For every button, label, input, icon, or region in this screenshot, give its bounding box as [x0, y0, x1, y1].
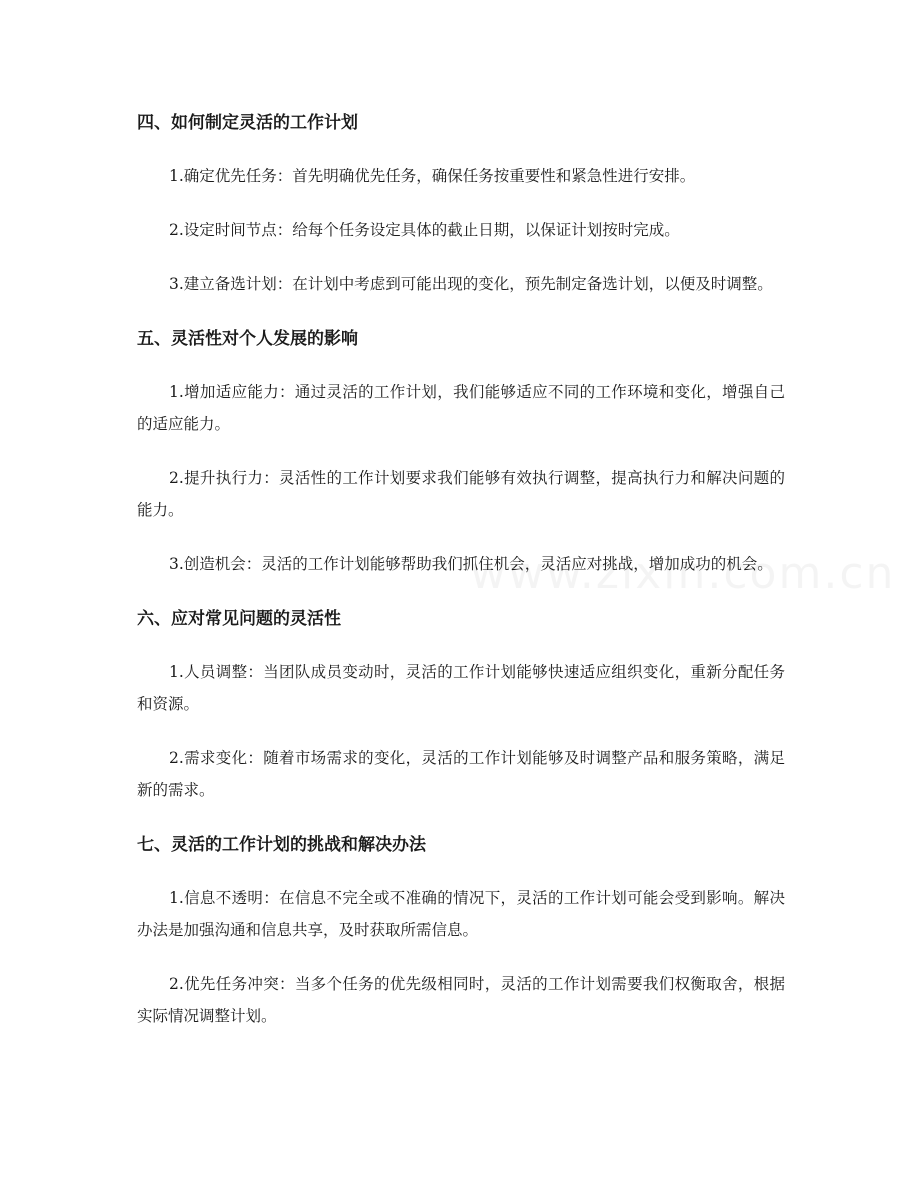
- section-heading: 六、应对常见问题的灵活性: [137, 609, 341, 629]
- section-4: [137, 108, 785, 300]
- paragraph: 1.增加适应能力：通过灵活的工作计划，我们能够适应不同的工作环境和变化，增强自己的适应能力。: [137, 383, 785, 433]
- paragraph: 1.信息不透明：在信息不完全或不准确的情况下，灵活的工作计划可能会受到影响。解决办法是加强沟通和信息共享，及时获取所需信息。: [137, 889, 785, 939]
- paragraph: 1.确定优先任务：首先明确优先任务，确保任务按重要性和紧急性进行安排。: [169, 167, 696, 185]
- section-7: [137, 830, 785, 1032]
- section-heading: 五、灵活性对个人发展的影响: [137, 329, 358, 349]
- document-body: [137, 108, 785, 1054]
- paragraph: 2.优先任务冲突：当多个任务的优先级相同时，灵活的工作计划需要我们权衡取舍，根据实际情况调整计划。: [137, 975, 785, 1025]
- section-5: [137, 324, 785, 580]
- paragraph: 2.设定时间节点：给每个任务设定具体的截止日期，以保证计划按时完成。: [169, 221, 680, 239]
- section-heading: 四、如何制定灵活的工作计划: [137, 113, 358, 133]
- paragraph: 3.建立备选计划：在计划中考虑到可能出现的变化，预先制定备选计划，以便及时调整。: [169, 275, 773, 293]
- paragraph: 2.提升执行力：灵活性的工作计划要求我们能够有效执行调整，提高执行力和解决问题的能力。: [137, 469, 785, 519]
- paragraph: 2.需求变化：随着市场需求的变化，灵活的工作计划能够及时调整产品和服务策略，满足新的需求。: [137, 749, 785, 799]
- paragraph: 1.人员调整：当团队成员变动时，灵活的工作计划能够快速适应组织变化，重新分配任务和资源。: [137, 663, 785, 713]
- section-6: [137, 604, 785, 806]
- paragraph: 3.创造机会：灵活的工作计划能够帮助我们抓住机会，灵活应对挑战，增加成功的机会。: [169, 555, 773, 573]
- section-heading: 七、灵活的工作计划的挑战和解决办法: [137, 835, 426, 855]
